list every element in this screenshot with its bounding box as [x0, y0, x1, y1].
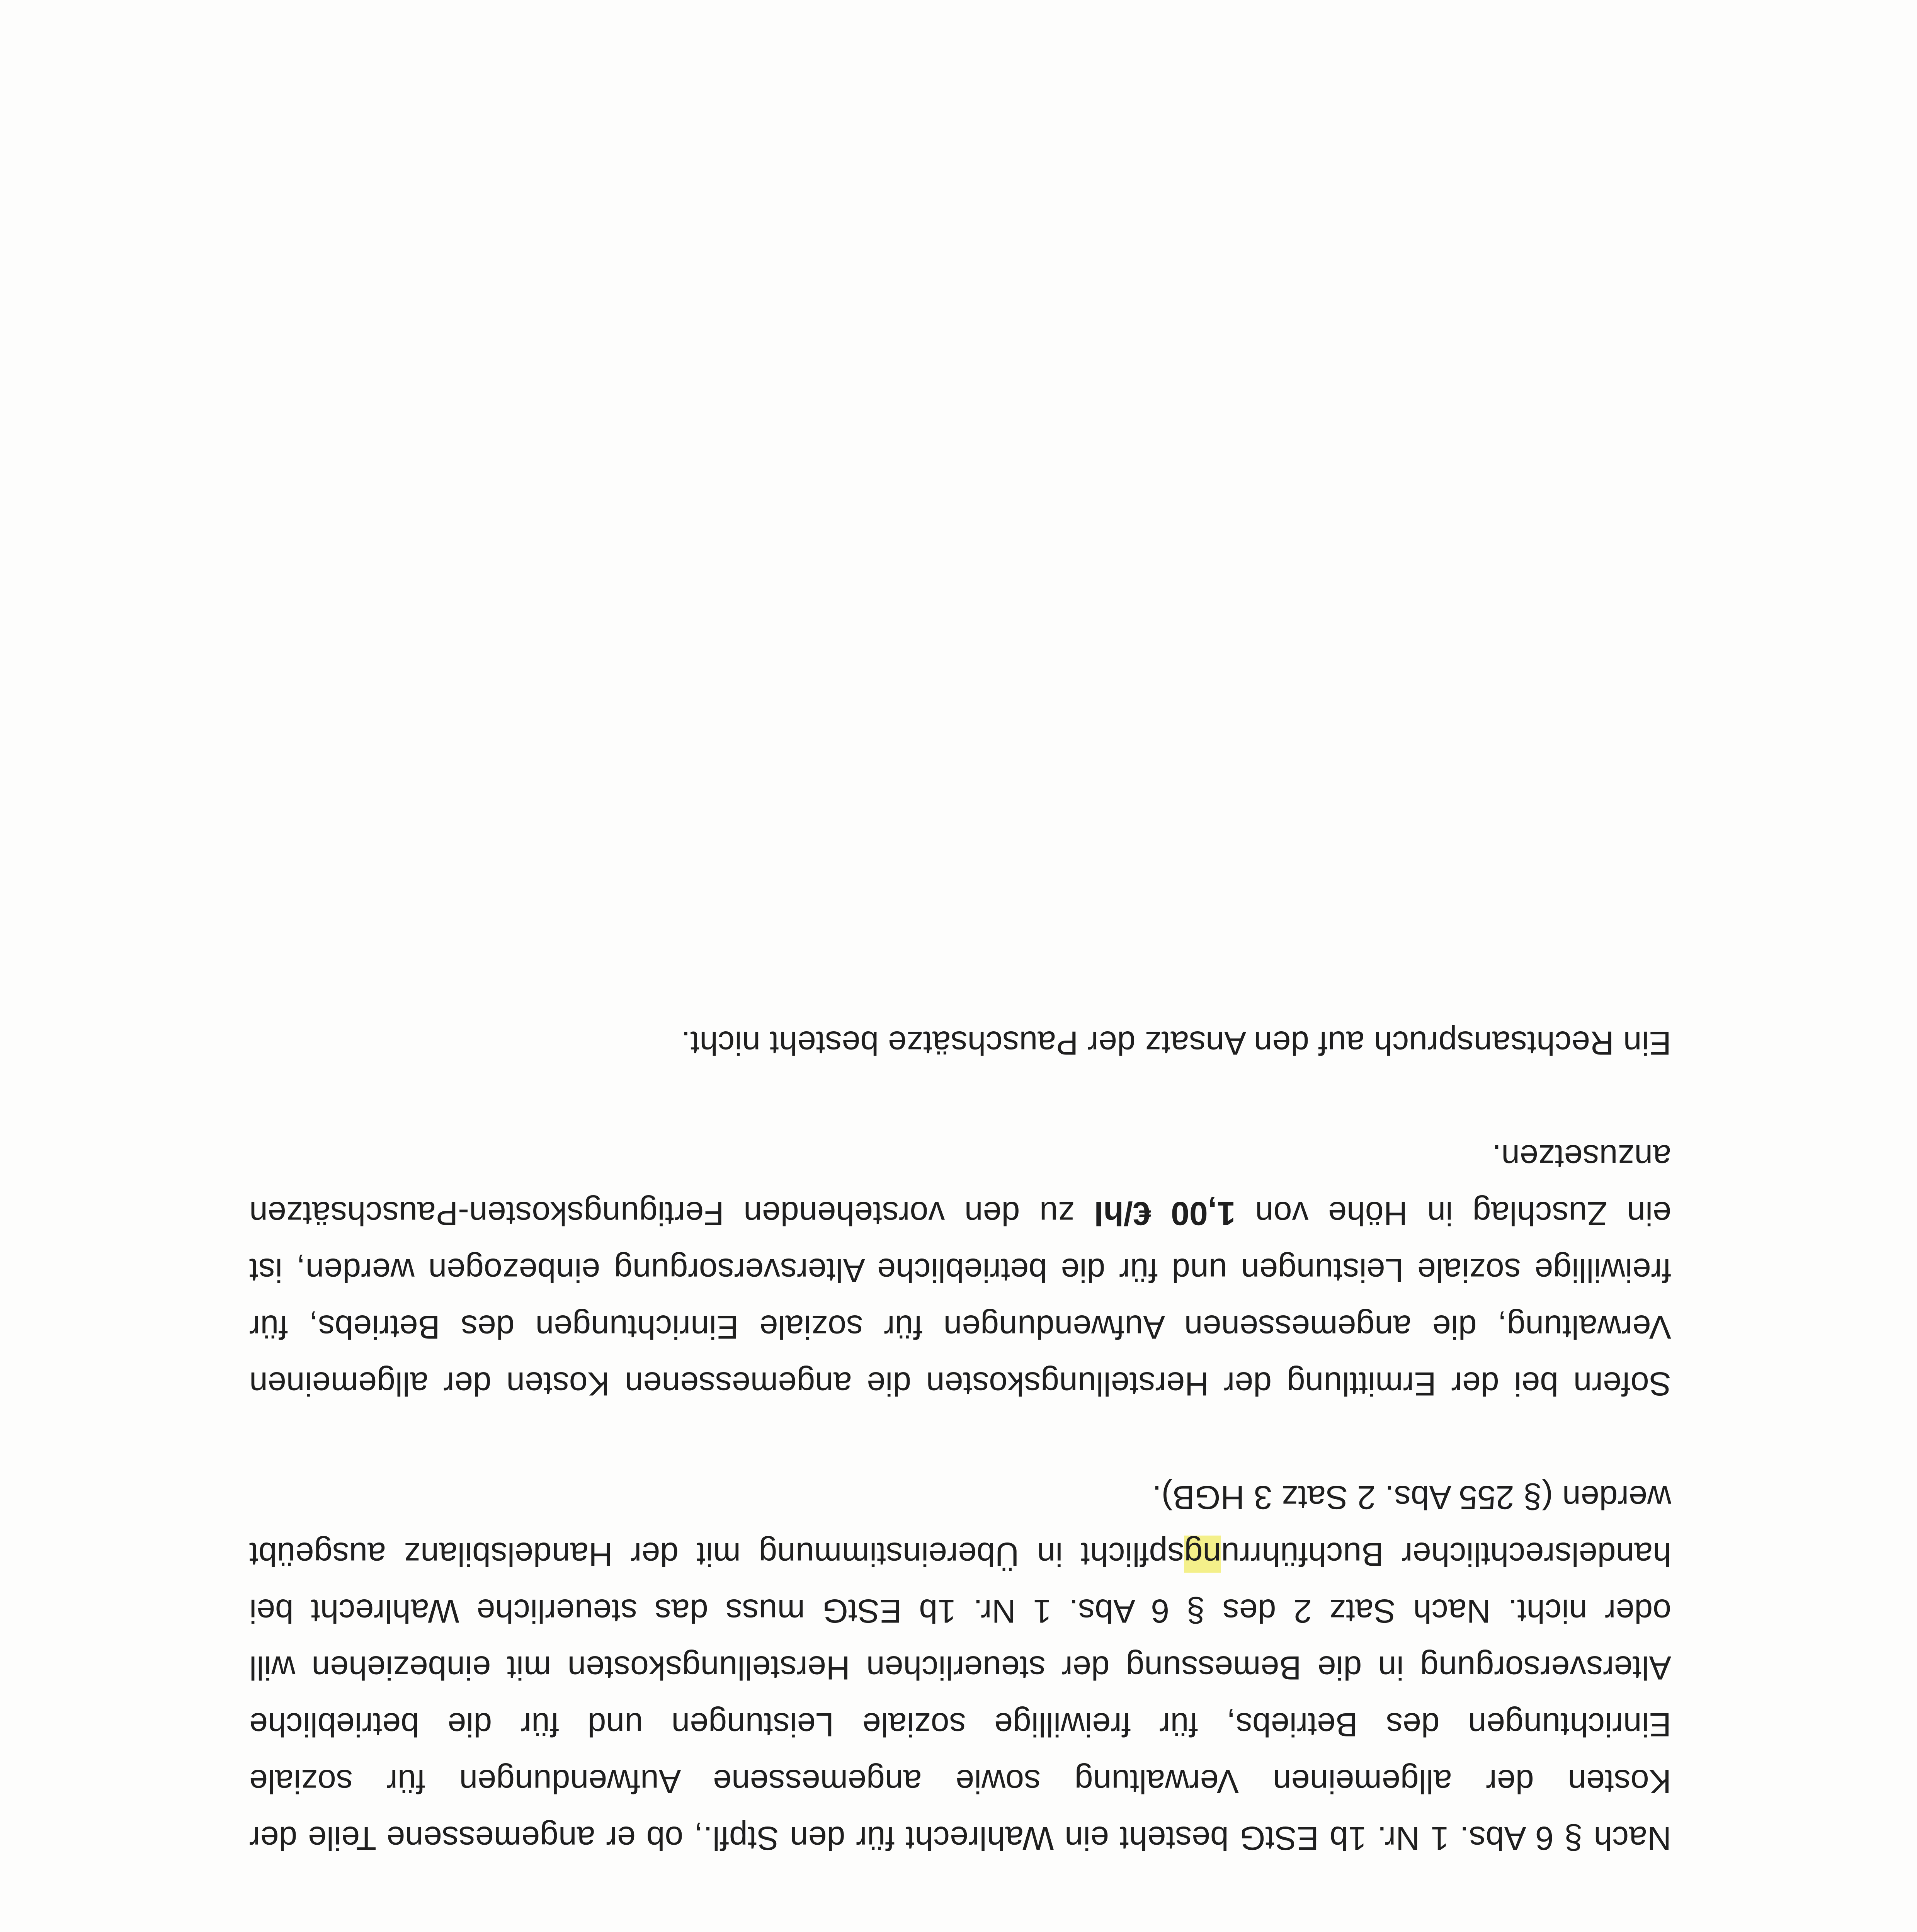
paragraph-material-costs [249, 1923, 1671, 1932]
paragraph-surcharge [249, 1128, 1671, 1412]
paragraph-text: spflicht in Übereinstimmung mit der Handelsbilanz ausgeübt werden (§ 255 Abs. 2 Satz 3 HGB). [249, 1479, 1671, 1573]
paragraph-option-right [249, 1469, 1671, 1866]
highlighted-text: ng [1184, 1536, 1221, 1573]
paragraph-no-legal-claim: Ein Rechtsanspruch auf den Ansatz der Pauschsätze besteht nicht. [681, 1024, 1671, 1061]
surcharge-value: 1,00 €/hl [1094, 1195, 1236, 1232]
paragraph-text: Nach § 6 Abs. 1 Nr. 1b EStG besteht ein Wahlrecht für den Stpfl., ob er angemessene Teile der Kosten der allgemeinen Verwaltung sowie angemessene Aufwendungen für soziale Einrichtungen des Betriebs, für freiwillige soziale Leistungen und für die betriebliche Altersversorgung in die Bemessung der steuerlichen Herstellungskosten mit einbeziehen will oder nicht. Nach Satz 2 des § 6 Abs. 1 Nr. 1b EStG muss das steuerliche Wahlrecht bei handelsrechtlicher Buchführru [249, 1536, 1671, 1857]
paragraph-text: Sofern bei der Ermittlung der Herstellungskosten die angemessenen Kosten der allgemeinen Verwaltung, die angemessenen Aufwendungen für soziale Einrichtungen des Betriebs, für freiwillige soziale Leistungen und für die betriebliche Altersversorgung einbezogen werden, ist ein Zuschlag in Höhe von [249, 1195, 1671, 1402]
document-body [249, 957, 1671, 1932]
paragraph-text: zu den vorstehenden Fertigungskosten-Pauschsätzen anzusetzen. [249, 1138, 1671, 1232]
